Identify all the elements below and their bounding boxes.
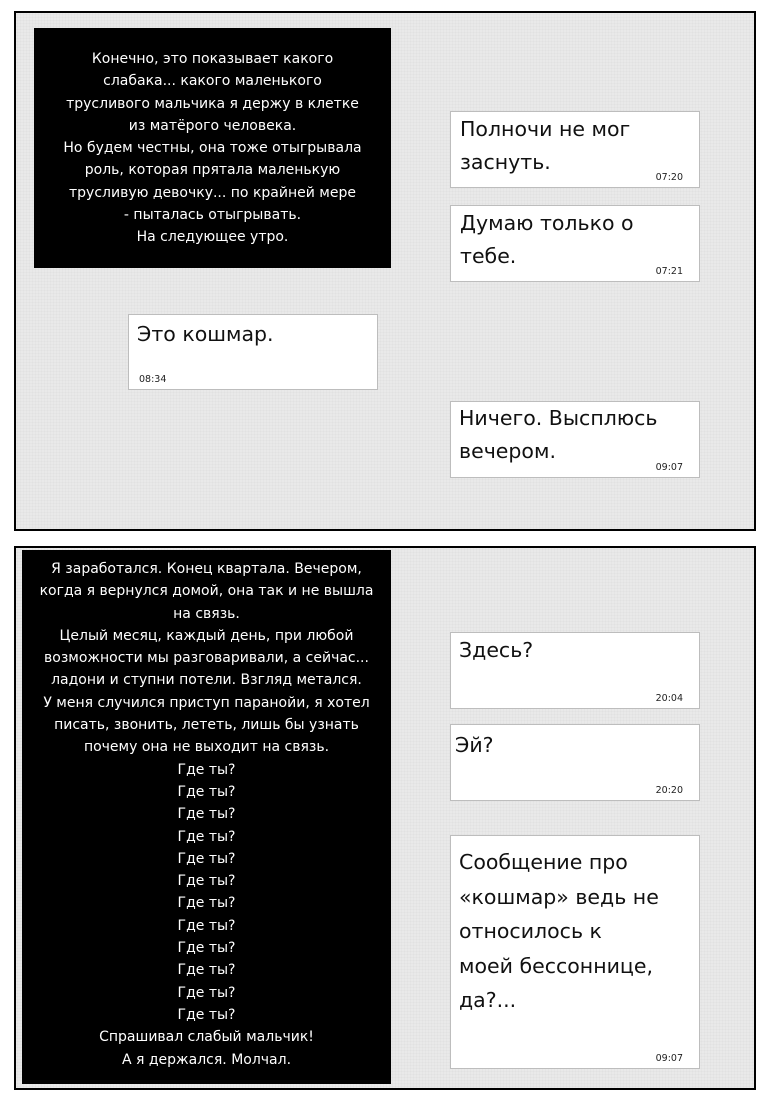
narration-line: Где ты? [177, 895, 236, 912]
message-text: Полночи не мог заснуть. [460, 117, 631, 174]
message-bubble [450, 111, 700, 188]
narration-line: когда я вернулся домой, она так и не вышла [39, 583, 374, 600]
message-time: 20:04 [655, 693, 683, 704]
narration-line: Где ты? [177, 940, 236, 957]
message-text: Эй? [455, 733, 494, 757]
narration-line: ладони и ступни потели. Взгляд метался. [51, 672, 362, 689]
narration-line: Где ты? [177, 962, 236, 979]
message-text: Думаю только о тебе. [460, 211, 634, 268]
message-time: 07:20 [655, 172, 683, 183]
narration-line: Но будем честны, она тоже отыгрывала [63, 140, 362, 157]
message-time: 08:34 [139, 374, 167, 385]
narration-line: на связь. [173, 605, 240, 622]
narration-line: писать, звонить, лететь, лишь бы узнать [54, 717, 359, 734]
narration-line: Где ты? [177, 761, 236, 778]
comic-panel-bottom [14, 546, 756, 1090]
narration-line: Спрашивал слабый мальчик! [99, 1029, 314, 1046]
narration-line: Где ты? [177, 828, 236, 845]
message-time: 20:20 [655, 785, 683, 796]
message-bubble [128, 314, 378, 390]
narration-line: А я держался. Молчал. [121, 1051, 292, 1068]
narration-line: из матёрого человека. [128, 117, 297, 134]
narration-box-top [34, 28, 391, 268]
narration-line: Конечно, это показывает какого [91, 51, 334, 67]
narration-line: возможности мы разговаривали, а сейчас... [44, 650, 369, 667]
comic-panel-top [14, 11, 756, 531]
narration-line: почему она не выходит на связь. [83, 739, 330, 756]
narration-line: слабака... какого маленького [103, 73, 322, 90]
narration-line: Где ты? [177, 1006, 236, 1023]
narration-line: Где ты? [177, 873, 236, 890]
message-time: 07:21 [655, 266, 683, 277]
narration-line: Где ты? [177, 850, 236, 867]
narration-box-bottom [22, 550, 391, 1084]
narration-line: Я заработался. Конец квартала. Вечером, [51, 561, 362, 577]
message-time: 09:07 [655, 462, 683, 473]
message-bubble [450, 401, 700, 478]
message-text: Сообщение про «кошмар» ведь не относилось к моей бессоннице, да?... [459, 850, 659, 1012]
message-bubble [450, 632, 700, 709]
narration-line: Где ты? [177, 984, 236, 1001]
narration-line: - пыталась отыгрывать. [123, 207, 302, 224]
narration-line: Где ты? [177, 806, 236, 823]
narration-line: У меня случился приступ паранойи, я хотел [43, 694, 370, 711]
message-bubble [450, 724, 700, 801]
message-bubble [450, 835, 700, 1069]
message-bubble [450, 205, 700, 282]
narration-line: трусливого мальчика я держу в клетке [66, 95, 359, 112]
message-time: 09:07 [655, 1053, 683, 1064]
narration-line: На следующее утро. [136, 229, 289, 246]
narration-line: трусливую девочку... по крайней мере [69, 184, 356, 201]
narration-line: Целый месяц, каждый день, при любой [59, 627, 354, 644]
narration-line: Где ты? [177, 783, 236, 800]
message-text: Это кошмар. [137, 322, 274, 346]
narration-line: Где ты? [177, 917, 236, 934]
narration-line: роль, которая прятала маленькую [84, 162, 341, 179]
message-text: Здесь? [459, 638, 534, 662]
message-text: Ничего. Высплюсь вечером. [459, 406, 658, 463]
